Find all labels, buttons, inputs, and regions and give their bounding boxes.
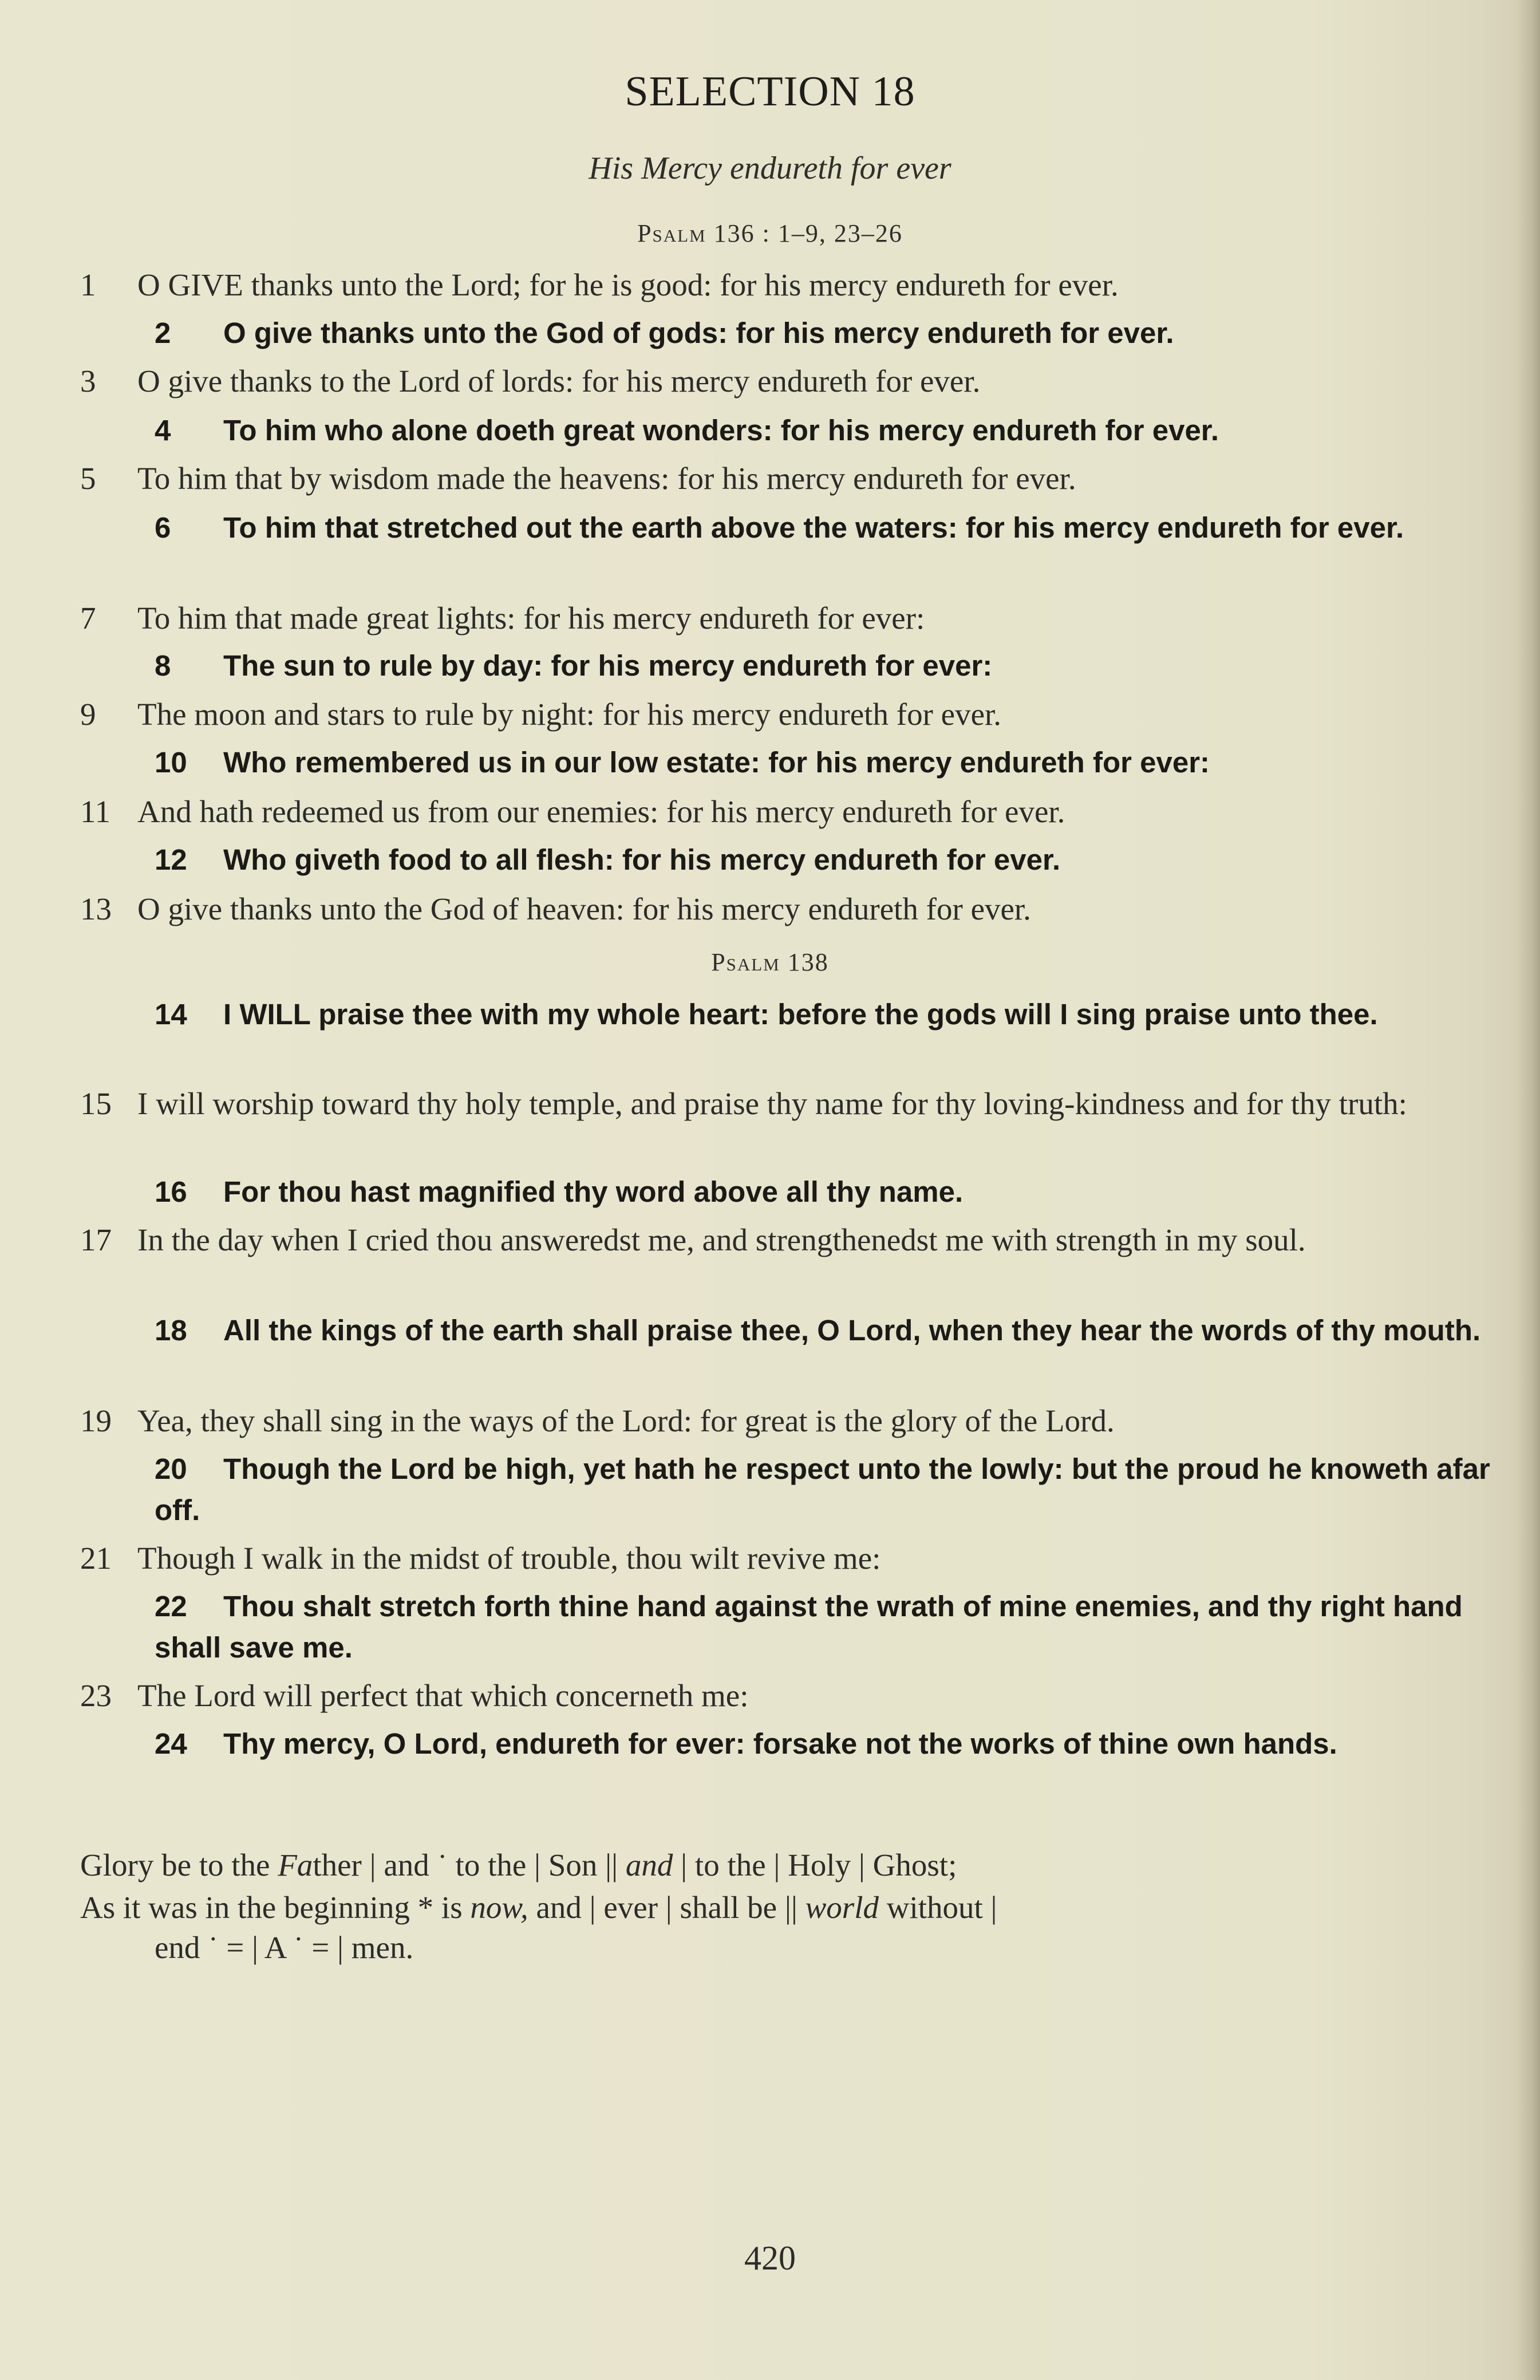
verse-number: 4	[155, 414, 171, 447]
verse-number: 16	[155, 1175, 187, 1208]
verse-number: 2	[155, 317, 171, 349]
verse-text: To him that stretched out the earth above the waters: for his mercy endureth for ever.	[223, 511, 1404, 544]
gloria-line-1	[80, 1845, 1494, 1886]
gloria-text: | to the | Holy | Ghost;	[673, 1848, 957, 1882]
gloria-italic: and	[625, 1848, 673, 1882]
verse-text: For thou hast magnified thy word above all thy name.	[223, 1175, 964, 1208]
verse-response	[155, 410, 1494, 451]
gloria-text: As it was in the beginning * is	[80, 1890, 471, 1925]
verse-number: 21	[80, 1541, 112, 1576]
verse-text: Thy mercy, O Lord, endureth for ever: forsake not the works of thine own hands.	[223, 1727, 1337, 1760]
verse-response	[155, 1448, 1494, 1531]
verse-number: 24	[155, 1727, 187, 1760]
verse-number: 9	[80, 697, 96, 732]
verse-text: Who remembered us in our low estate: for his mercy endureth for ever:	[223, 746, 1210, 779]
verse-number: 14	[155, 998, 187, 1031]
verse-number: 22	[155, 1590, 187, 1623]
page-edge-shadow	[1517, 0, 1540, 2380]
gloria-italic: now,	[470, 1890, 528, 1925]
verse-number: 23	[80, 1678, 112, 1713]
verse-text: Yea, they shall sing in the ways of the Lord: for great is the glory of the Lord.	[137, 1403, 1115, 1438]
gloria-italic: world	[805, 1890, 879, 1925]
verse-reader	[80, 694, 1494, 735]
verse-response	[155, 1723, 1494, 1765]
verse-text: Though the Lord be high, yet hath he respect unto the lowly: but the proud he knoweth afar off.	[155, 1453, 1490, 1526]
gloria-line-2	[80, 1887, 1494, 1928]
verse-number: 19	[80, 1403, 112, 1438]
verse-text: All the kings of the earth shall praise thee, O Lord, when they hear the words of thy mouth.	[223, 1314, 1481, 1347]
verse-reader	[80, 1538, 1494, 1579]
verse-reader	[80, 791, 1494, 832]
verse-response	[155, 507, 1494, 548]
verse-reader	[80, 889, 1494, 930]
gloria-text: Glory be to the	[80, 1848, 278, 1882]
verse-reader	[80, 458, 1494, 499]
verse-number: 18	[155, 1314, 187, 1347]
verse-response	[155, 742, 1494, 783]
verse-text: Who giveth food to all flesh: for his mercy endureth for ever.	[223, 843, 1061, 876]
verse-text: O give thanks unto the God of gods: for his mercy endureth for ever.	[223, 317, 1174, 349]
verse-reader	[80, 598, 1494, 639]
verse-response	[155, 1171, 1494, 1213]
verse-response	[155, 1586, 1494, 1668]
verse-number: 13	[80, 891, 112, 926]
gloria-italic: Fa	[278, 1848, 313, 1882]
verse-text: O GIVE thanks unto the Lord; for he is good: for his mercy endureth for ever.	[137, 267, 1119, 302]
selection-title: SELECTION 18	[625, 68, 915, 115]
verse-number: 5	[80, 461, 96, 496]
verse-number: 12	[155, 843, 187, 876]
verse-text: O give thanks unto the God of heaven: for his mercy endureth for ever.	[137, 891, 1031, 926]
selection-subtitle: His Mercy endureth for ever	[589, 151, 951, 186]
verse-text: I WILL praise thee with my whole heart: before the gods will I sing praise unto thee.	[223, 998, 1378, 1031]
verse-reader	[80, 1675, 1494, 1716]
verse-number: 20	[155, 1453, 187, 1485]
verse-text: The moon and stars to rule by night: for his mercy endureth for ever.	[137, 697, 1002, 732]
verse-response	[155, 839, 1494, 881]
verse-reader	[80, 1400, 1494, 1442]
verse-text: To him that by wisdom made the heavens: for his mercy endureth for ever.	[137, 461, 1076, 496]
verse-text: In the day when I cried thou answeredst me, and strengthenedst me with strength in my soul.	[137, 1222, 1306, 1257]
psalm-reference: Psalm 136 : 1–9, 23–26	[637, 219, 903, 247]
verse-response	[155, 994, 1494, 1035]
verse-text: To him that made great lights: for his mercy endureth for ever:	[137, 601, 925, 636]
verse-number: 10	[155, 746, 187, 779]
verse-text: The sun to rule by day: for his mercy endureth for ever:	[223, 649, 993, 682]
verse-text: Thou shalt stretch forth thine hand against the wrath of mine enemies, and thy right hand shall save me.	[155, 1590, 1463, 1664]
verse-text: To him who alone doeth great wonders: for his mercy endureth for ever.	[223, 414, 1219, 447]
verse-reader	[80, 265, 1494, 306]
verse-reader	[80, 361, 1494, 402]
verse-text: I will worship toward thy holy temple, and praise thy name for thy loving-kindness and for thy truth:	[137, 1086, 1407, 1121]
verse-reader	[80, 1219, 1494, 1261]
gloria-line-3: end ˙ = | A ˙ = | men.	[155, 1930, 414, 1965]
verse-number: 11	[80, 794, 110, 829]
verse-text: And hath redeemed us from our enemies: for his mercy endureth for ever.	[137, 794, 1065, 829]
verse-number: 1	[80, 267, 96, 302]
verse-number: 6	[155, 511, 171, 544]
verse-number: 3	[80, 364, 96, 398]
gloria-text: and | ever | shall be ||	[528, 1890, 805, 1925]
verse-number: 17	[80, 1222, 112, 1257]
verse-number: 7	[80, 601, 96, 636]
page-number: 420	[744, 2239, 796, 2277]
gloria-text: without |	[878, 1890, 997, 1925]
verse-number: 8	[155, 649, 171, 682]
verse-text: Though I walk in the midst of trouble, thou wilt revive me:	[137, 1541, 881, 1576]
psalm-reference: Psalm 138	[711, 948, 829, 976]
verse-text: The Lord will perfect that which concerneth me:	[137, 1678, 749, 1713]
verse-number: 15	[80, 1086, 112, 1121]
verse-response	[155, 645, 1494, 686]
verse-response	[155, 313, 1494, 354]
verse-text: O give thanks to the Lord of lords: for his mercy endureth for ever.	[137, 364, 981, 398]
verse-reader	[80, 1083, 1494, 1124]
verse-response	[155, 1310, 1494, 1351]
gloria-text: ther | and ˙ to the | Son ||	[313, 1848, 626, 1882]
